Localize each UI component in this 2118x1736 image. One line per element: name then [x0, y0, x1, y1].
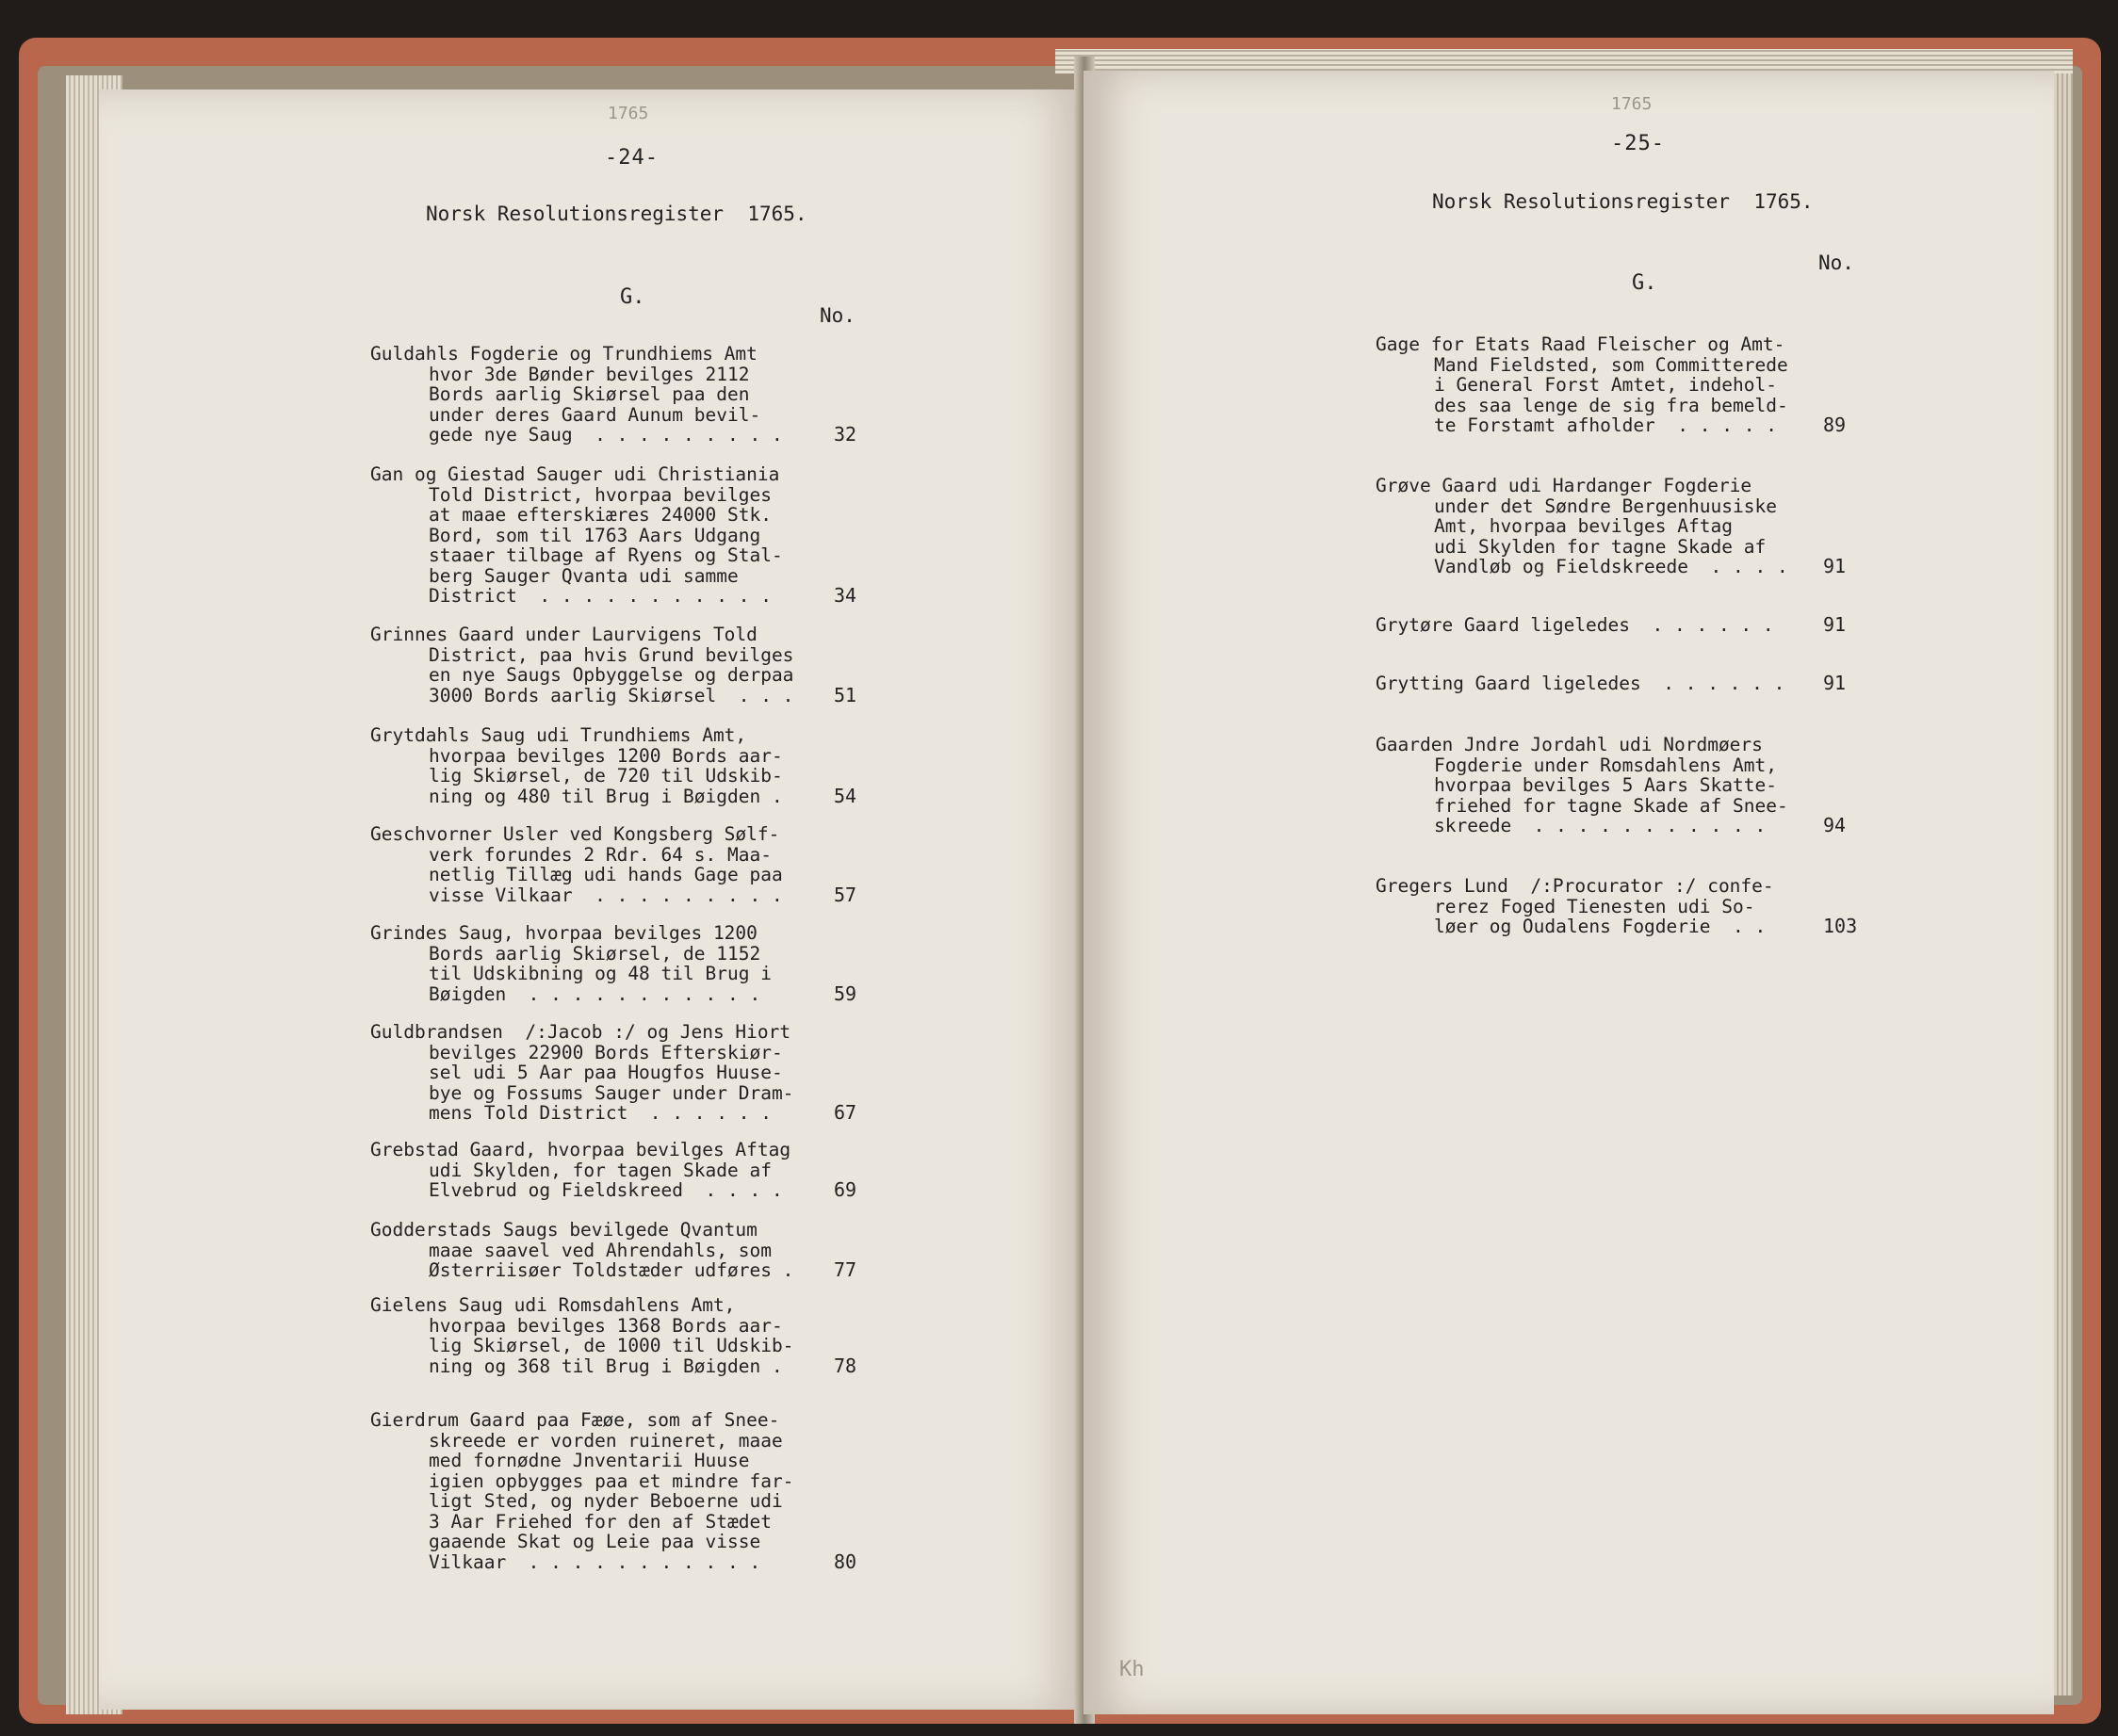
entry-line: Grinnes Gaard under Laurvigens Told — [370, 624, 758, 645]
entry-line: Gaarden Jndre Jordahl udi Nordmøers — [1376, 734, 1763, 755]
entry-line: 3000 Bords aarlig Skiørsel . . . — [429, 684, 794, 706]
entry-line: Godderstads Saugs bevilgede Qvantum — [370, 1219, 758, 1241]
entry-line: Gielens Saug udi Romsdahlens Amt, — [370, 1294, 736, 1316]
index-entry — [370, 1294, 857, 1377]
index-entry — [370, 1409, 857, 1573]
entry-line: med fornødne Jnventarii Huuse — [429, 1450, 750, 1471]
entry-number: 91 — [1823, 555, 1847, 577]
entry-line: Grytdahls Saug udi Trundhiems Amt, — [370, 724, 747, 746]
left-page — [99, 89, 1083, 1710]
entry-line: til Udskibning og 48 til Brug i — [429, 963, 772, 984]
entry-line: ning og 480 til Brug i Bøigden . — [429, 785, 783, 807]
entry-line: udi Skylden for tagne Skade af — [1434, 535, 1767, 558]
index-entry — [370, 463, 857, 607]
entry-line: bye og Fossums Sauger under Dram- — [429, 1081, 794, 1104]
entry-line: Geschvorner Usler ved Kongsberg Sølf- — [370, 823, 780, 845]
page-number: -25- — [1611, 132, 1665, 155]
entry-line: gede nye Saug . . . . . . . . . — [429, 424, 783, 446]
entry-line: at maae efterskiæres 24000 Stk. — [429, 504, 772, 526]
entry-number: 77 — [834, 1258, 857, 1281]
entry-line: friehed for tagne Skade af Snee- — [1434, 794, 1788, 817]
entry-line: netlig Tillæg udi hands Gage paa — [429, 864, 783, 885]
entry-line: District . . . . . . . . . . . — [429, 585, 772, 607]
entry-number: 80 — [834, 1549, 857, 1573]
entry-line: Bords aarlig Skiørsel, de 1152 — [429, 942, 761, 965]
page-title: Norsk Resolutionsregister 1765. — [1432, 190, 1814, 213]
entry-line: mens Told District . . . . . . — [429, 1102, 772, 1124]
entry-line: under deres Gaard Aunum bevil- — [429, 403, 761, 426]
entry-line: igien opbygges paa et mindre far- — [429, 1469, 794, 1492]
entry-number: 34 — [834, 584, 857, 607]
entry-number: 89 — [1823, 414, 1847, 436]
entry-line: Grøve Gaard udi Hardanger Fogderie — [1376, 475, 1752, 496]
entry-line: under det Søndre Bergenhuusiske — [1434, 495, 1777, 517]
index-entry — [370, 624, 857, 706]
index-entry — [1376, 613, 1847, 636]
page-number: -24- — [605, 146, 659, 170]
entry-number: 103 — [1823, 915, 1858, 937]
entry-line: hvorpaa bevilges 1368 Bords aar- — [429, 1314, 783, 1337]
entry-line: skreede . . . . . . . . . . . — [1434, 815, 1767, 836]
entry-line: Gan og Giestad Sauger udi Christiania — [370, 463, 780, 485]
entry-line: Gierdrum Gaard paa Fæøe, som af Snee- — [370, 1409, 780, 1431]
right-page — [1083, 71, 2054, 1714]
entry-number: 91 — [1823, 613, 1847, 636]
index-entry — [1376, 875, 1858, 937]
entry-line: skreede er vorden ruineret, maae — [429, 1429, 783, 1452]
entry-line: ning og 368 til Brug i Bøigden . — [429, 1355, 783, 1377]
entry-line: hvorpaa bevilges 1200 Bords aar- — [429, 744, 783, 767]
entry-line: Bords aarlig Skiørsel paa den — [429, 383, 750, 405]
entry-line: udi Skylden, for tagen Skade af — [429, 1159, 772, 1181]
entry-line: Bøigden . . . . . . . . . . . — [429, 982, 761, 1005]
entry-line: sel udi 5 Aar paa Hougfos Huuse- — [429, 1062, 783, 1083]
entry-line: verk forundes 2 Rdr. 64 s. Maa- — [429, 843, 772, 866]
entry-number: 67 — [834, 1101, 857, 1124]
entry-line: District, paa hvis Grund bevilges — [429, 643, 794, 666]
entry-line: bevilges 22900 Bords Efterskiør- — [429, 1041, 783, 1063]
entry-line: lig Skiørsel, de 720 til Udskib- — [429, 765, 783, 787]
entry-number: 32 — [834, 423, 857, 446]
index-entry — [1376, 734, 1847, 836]
entry-number: 78 — [834, 1354, 857, 1377]
entry-line: ligt Sted, og nyder Beboerne udi — [429, 1490, 783, 1512]
entry-line: Vilkaar . . . . . . . . . . . — [429, 1550, 761, 1573]
entry-line: hvorpaa bevilges 5 Aars Skatte- — [1434, 774, 1777, 796]
entry-line: Elvebrud og Fieldskreed . . . . — [429, 1179, 783, 1201]
entry-number: 59 — [834, 982, 857, 1005]
entry-number: 91 — [1823, 672, 1847, 694]
entry-number: 57 — [834, 883, 857, 906]
entry-line: Gage for Etats Raad Fleischer og Amt- — [1376, 333, 1785, 355]
index-entry — [370, 1021, 857, 1124]
entry-line: berg Sauger Qvanta udi samme — [429, 564, 739, 587]
index-entry — [370, 1139, 857, 1201]
index-entry — [370, 724, 857, 807]
number-column-header: No. — [820, 304, 855, 327]
entry-line: Grytøre Gaard ligeledes . . . . . . — [1376, 614, 1774, 636]
entry-line: staaer tilbage af Ryens og Stal- — [429, 544, 783, 566]
entry-line: i General Forst Amtet, indehol- — [1434, 374, 1777, 396]
index-entry — [1376, 672, 1847, 694]
section-letter: G. — [620, 285, 645, 309]
pencil-mark: Kh — [1119, 1658, 1145, 1681]
entry-number: 94 — [1823, 814, 1847, 836]
entry-line: Vandløb og Fieldskreede . . . . — [1434, 556, 1788, 577]
number-column-header: No. — [1818, 251, 1854, 274]
entry-line: en nye Saugs Opbyggelse og derpaa — [429, 664, 794, 686]
entry-line: Grindes Saug, hvorpaa bevilges 1200 — [370, 922, 758, 944]
entry-line: Bord, som til 1763 Aars Udgang — [429, 524, 761, 546]
index-entry — [370, 343, 857, 446]
entry-line: lig Skiørsel, de 1000 til Udskib- — [429, 1335, 794, 1356]
entry-line: Østerriisøer Toldstæder udføres . — [429, 1259, 794, 1281]
entry-line: rerez Foged Tienesten udi So- — [1434, 895, 1755, 917]
entry-line: løer og Oudalens Fogderie . . — [1434, 916, 1767, 937]
entry-line: Gregers Lund /:Procurator :/ confe- — [1376, 875, 1774, 897]
entry-line: Guldahls Fogderie og Trundhiems Amt — [370, 343, 758, 365]
pencil-mark: 1765 — [1611, 94, 1653, 114]
entry-line: Grytting Gaard ligeledes . . . . . . — [1376, 673, 1785, 694]
entry-line: te Forstamt afholder . . . . . — [1434, 414, 1777, 436]
index-entry — [370, 823, 857, 906]
index-entry — [370, 922, 857, 1005]
index-entry — [1376, 475, 1847, 577]
entry-line: Grebstad Gaard, hvorpaa bevilges Aftag — [370, 1139, 791, 1160]
index-entry — [370, 1219, 857, 1281]
entry-line: maae saavel ved Ahrendahls, som — [429, 1239, 772, 1261]
index-entry — [1376, 333, 1847, 436]
page-title: Norsk Resolutionsregister 1765. — [426, 203, 807, 225]
entry-line: Amt, hvorpaa bevilges Aftag — [1434, 515, 1733, 537]
entry-line: 3 Aar Friehed for den af Stædet — [429, 1510, 772, 1533]
section-letter: G. — [1632, 271, 1657, 295]
entry-line: Told District, hvorpaa bevilges — [429, 483, 772, 506]
entry-line: Fogderie under Romsdahlens Amt, — [1434, 754, 1777, 776]
pencil-mark: 1765 — [608, 104, 649, 123]
entry-line: des saa lenge de sig fra bemeld- — [1434, 394, 1788, 416]
entry-number: 51 — [834, 683, 857, 706]
entry-number: 54 — [834, 784, 857, 807]
entry-line: Guldbrandsen /:Jacob :/ og Jens Hiort — [370, 1021, 791, 1043]
entry-line: gaaende Skat og Leie paa visse — [429, 1531, 761, 1552]
entry-line: hvor 3de Bønder bevilges 2112 — [429, 363, 750, 385]
entry-line: Mand Fieldsted, som Committerede — [1434, 353, 1788, 376]
entry-number: 69 — [834, 1178, 857, 1201]
entry-line: visse Vilkaar . . . . . . . . . — [429, 884, 783, 906]
